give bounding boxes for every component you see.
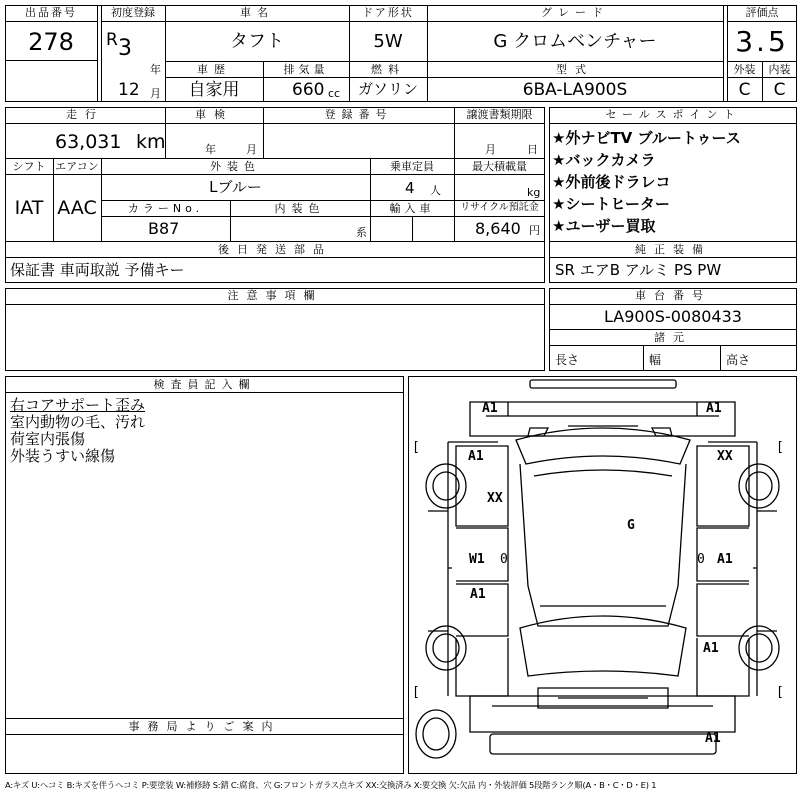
mark-fender-right: XX bbox=[717, 449, 733, 464]
capacity-unit: 人 bbox=[430, 184, 441, 197]
color-no-header: カラーNo. bbox=[127, 202, 204, 215]
reg-month: 12 bbox=[118, 80, 140, 100]
int-color-header: 内装色 bbox=[274, 202, 326, 215]
load-unit: kg bbox=[527, 186, 541, 199]
door-header: ドア形状 bbox=[362, 6, 414, 19]
sales-point-item: ★ユーザー買取 bbox=[552, 217, 656, 235]
transfer-doc-header: 譲渡書類期限 bbox=[466, 108, 533, 121]
door-type: 5W bbox=[373, 31, 403, 52]
chassis-number: LA900S-0080433 bbox=[604, 307, 742, 326]
aircon-header: エアコン bbox=[55, 160, 99, 173]
mark-door-rl: W1 bbox=[469, 552, 485, 567]
exterior-header: 外装 bbox=[733, 63, 756, 76]
shift: IAT bbox=[14, 197, 44, 219]
score-header: 評価点 bbox=[745, 6, 779, 19]
mileage-value: 63,031 bbox=[55, 131, 122, 153]
inspector-note: 外装うすい線傷 bbox=[10, 447, 116, 465]
model: 6BA-LA900S bbox=[522, 80, 628, 100]
mark-fender-left: A1 bbox=[468, 449, 484, 464]
mark-quarter-right: A1 bbox=[703, 641, 719, 656]
mark-door-rr: A1 bbox=[717, 552, 733, 567]
inspector-note: 右コアサポート歪み bbox=[10, 396, 146, 414]
inspector-header: 検査員記入欄 bbox=[153, 378, 256, 391]
post-parts: 保証書 車両取説 予備キー bbox=[10, 261, 185, 279]
mileage-header: 走行 bbox=[66, 108, 104, 121]
legend: A:キズ U:ヘコミ B:キズを伴うヘコミ P:要塗装 W:補修跡 S:錆 C:腐食、穴 G:フロントガラス点キズ XX:交換済み X:要交換 欠:欠品 内・外装評価 5段階ランク順(A・B・C・D・E) 1 bbox=[5, 780, 657, 790]
recycle-amount: 8,640 bbox=[475, 219, 521, 238]
sales-points-header: セールスポイント bbox=[605, 108, 741, 121]
max-load-header: 最大積載量 bbox=[472, 160, 527, 173]
mark-rear-bottom: A1 bbox=[705, 731, 721, 746]
sales-point-item: ★外ナビTV ブルートゥース bbox=[552, 129, 741, 147]
displacement: 660 bbox=[292, 80, 325, 100]
transfer-month-unit: 月 bbox=[485, 143, 496, 156]
sales-point-item: ★バックカメラ bbox=[552, 151, 656, 169]
bracket-mark: [ bbox=[412, 685, 420, 700]
recycle-header: リサイクル預託金 bbox=[460, 202, 539, 213]
displacement-header: 排気量 bbox=[283, 63, 329, 76]
lot-no-header: 出品番号 bbox=[25, 6, 77, 19]
genuine-equipment: SR エアB アルミ PS PW bbox=[555, 261, 722, 279]
car-name: タフト bbox=[230, 31, 284, 52]
mark-door-fl: XX bbox=[487, 491, 503, 506]
car-name-header: 車名 bbox=[240, 6, 274, 19]
ext-color-header: 外装色 bbox=[210, 160, 261, 173]
ext-color: Lブルー bbox=[209, 178, 262, 196]
inspector-note: 荷室内張傷 bbox=[10, 430, 86, 448]
reg-no-header: 登録番号 bbox=[324, 108, 393, 121]
fuel-header: 燃料 bbox=[371, 63, 405, 76]
mark-roof: G bbox=[627, 518, 635, 533]
sales-point-item: ★外前後ドラレコ bbox=[552, 173, 671, 191]
specs-header: 諸元 bbox=[654, 331, 692, 344]
exterior-score: C bbox=[738, 80, 751, 100]
recycle-unit: 円 bbox=[529, 224, 540, 237]
car-diagram bbox=[408, 376, 797, 774]
grade: G クロムベンチャー bbox=[493, 31, 657, 52]
mark-front-right: A1 bbox=[706, 401, 722, 416]
sales-point-item: ★シートヒーター bbox=[552, 195, 670, 213]
spec-width-label: 幅 bbox=[649, 353, 662, 367]
shift-header: シフト bbox=[12, 160, 46, 173]
color-no: B87 bbox=[148, 219, 180, 238]
mark-zero-left: 0 bbox=[500, 552, 508, 567]
model-header: 型式 bbox=[556, 63, 594, 76]
grade-header: グレード bbox=[541, 6, 609, 19]
genuine-header: 純正装備 bbox=[635, 243, 711, 256]
fuel: ガソリン bbox=[357, 80, 418, 98]
capacity: 4 bbox=[405, 179, 415, 197]
office-header: 事務局よりご案内 bbox=[128, 720, 281, 733]
mileage-unit: km bbox=[136, 131, 166, 153]
interior-score: C bbox=[773, 80, 786, 100]
history-header: 車歴 bbox=[197, 63, 231, 76]
notes-header: 注意事項欄 bbox=[227, 289, 323, 302]
spec-length-label: 長さ bbox=[555, 353, 580, 367]
bracket-mark: [ bbox=[412, 440, 420, 455]
first-reg-header: 初度登録 bbox=[111, 6, 155, 19]
inspection-header: 車検 bbox=[195, 108, 233, 121]
history: 自家用 bbox=[188, 80, 240, 100]
interior-header: 内装 bbox=[768, 63, 791, 76]
reg-year: 3 bbox=[118, 36, 132, 61]
chassis-header: 車台番号 bbox=[635, 289, 711, 302]
reg-month-unit: 月 bbox=[150, 87, 161, 100]
post-parts-header: 後日発送部品 bbox=[218, 243, 332, 256]
spec-height-label: 高さ bbox=[726, 353, 751, 367]
int-color-unit: 系 bbox=[356, 226, 367, 239]
aircon: AAC bbox=[57, 197, 97, 219]
inspector-note: 室内動物の毛、汚れ bbox=[10, 413, 146, 431]
reg-year-unit: 年 bbox=[150, 63, 161, 76]
lot-number: 278 bbox=[28, 28, 74, 56]
transfer-day-unit: 日 bbox=[527, 143, 538, 156]
reg-era: R bbox=[106, 30, 118, 50]
mark-rear-left: A1 bbox=[470, 587, 486, 602]
bracket-mark: [ bbox=[776, 440, 784, 455]
import-header: 輸入車 bbox=[389, 202, 435, 215]
overall-score: 3.5 bbox=[735, 25, 789, 58]
inspection-year-unit: 年 bbox=[205, 143, 216, 156]
mark-zero-right: 0 bbox=[697, 552, 705, 567]
mark-front-left: A1 bbox=[482, 401, 498, 416]
inspection-month-unit: 月 bbox=[246, 143, 257, 156]
capacity-header: 乗車定員 bbox=[390, 160, 434, 173]
displacement-unit: cc bbox=[328, 87, 341, 100]
bracket-mark: [ bbox=[776, 685, 784, 700]
